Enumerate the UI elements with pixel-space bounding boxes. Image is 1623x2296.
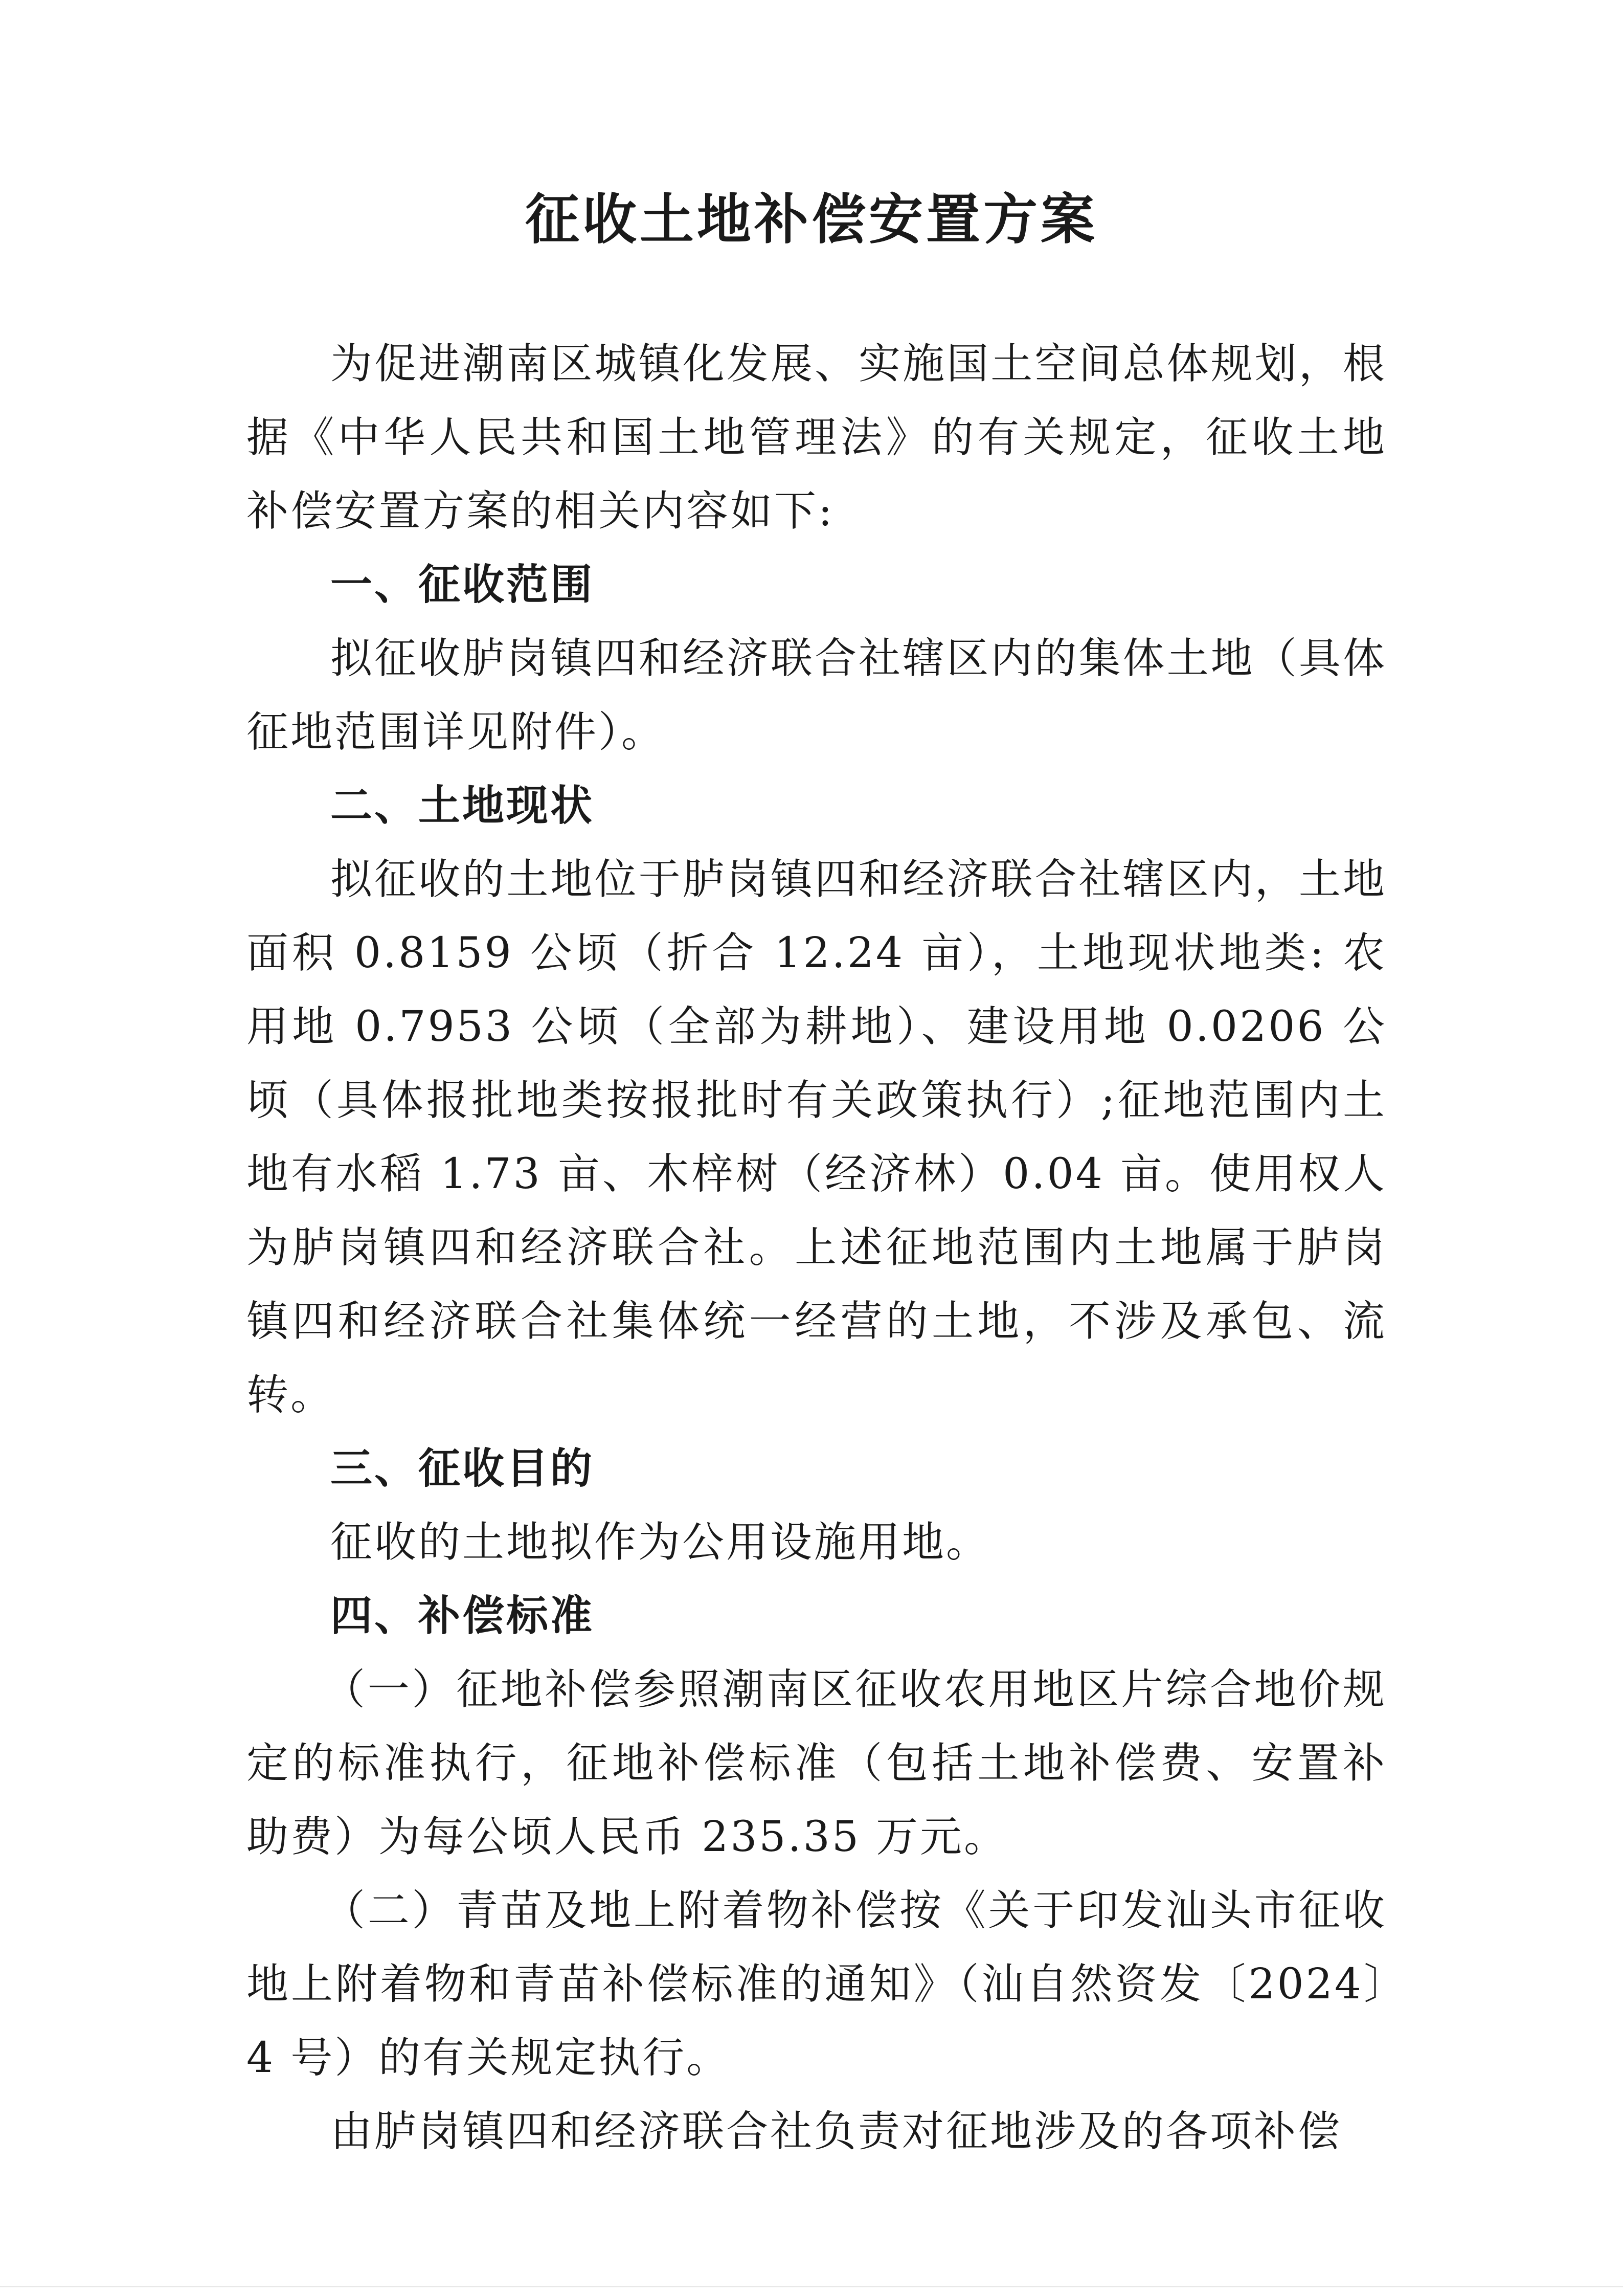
section-scope-paragraph: 拟征收胪岗镇四和经济联合社辖区内的集体土地（具体征地范围详见附件）。 [246,634,1387,756]
document-title: 征收土地补偿安置方案 [525,188,1098,251]
compensation-item-1: （一）征地补偿参照潮南区征收农用地区片综合地价规定的标准执行，征地补偿标准（包括土地补偿费、安置补助费）为每公顷人民币 235.35 万元。 [246,1665,1387,1861]
scan-edge-line [0,2286,1623,2287]
section-heading-purpose: 三、征收目的 [330,1444,595,1493]
compensation-responsibility-paragraph: 由胪岗镇四和经济联合社负责对征地涉及的各项补偿 [330,2107,1342,2156]
document-body [246,327,1387,2169]
intro-paragraph: 为促进潮南区城镇化发展、实施国土空间总体规划，根据《中华人民共和国土地管理法》的有关规定，征收土地补偿安置方案的相关内容如下: [246,340,1387,536]
section-land-status-paragraph: 拟征收的土地位于胪岗镇四和经济联合社辖区内，土地面积 0.8159 公顷（折合 12.24 亩），土地现状地类: 农用地 0.7953 公顷（全部为耕地）、建设用地 0.0206 公顷（具体报批地类按报批时有关政策执行）;征地范围内土地有水稻 1.73 亩、木梓树（经济林）0.04 亩。使用权人为胪岗镇四和经济联合社。上述征地范围内土地属于胪岗镇四和经济联合社集体统一经营的土地，不涉及承包、流转。 [246,855,1387,1419]
section-heading-land-status: 二、土地现状 [330,782,595,830]
section-purpose-paragraph: 征收的土地拟作为公用设施用地。 [330,1518,990,1567]
section-heading-scope: 一、征收范围 [330,561,595,609]
section-heading-compensation: 四、补偿标准 [330,1592,595,1640]
compensation-item-2: （二）青苗及地上附着物补偿按《关于印发汕头市征收地上附着物和青苗补偿标准的通知》（汕自然资发〔2024〕4 号）的有关规定执行。 [246,1886,1387,2082]
